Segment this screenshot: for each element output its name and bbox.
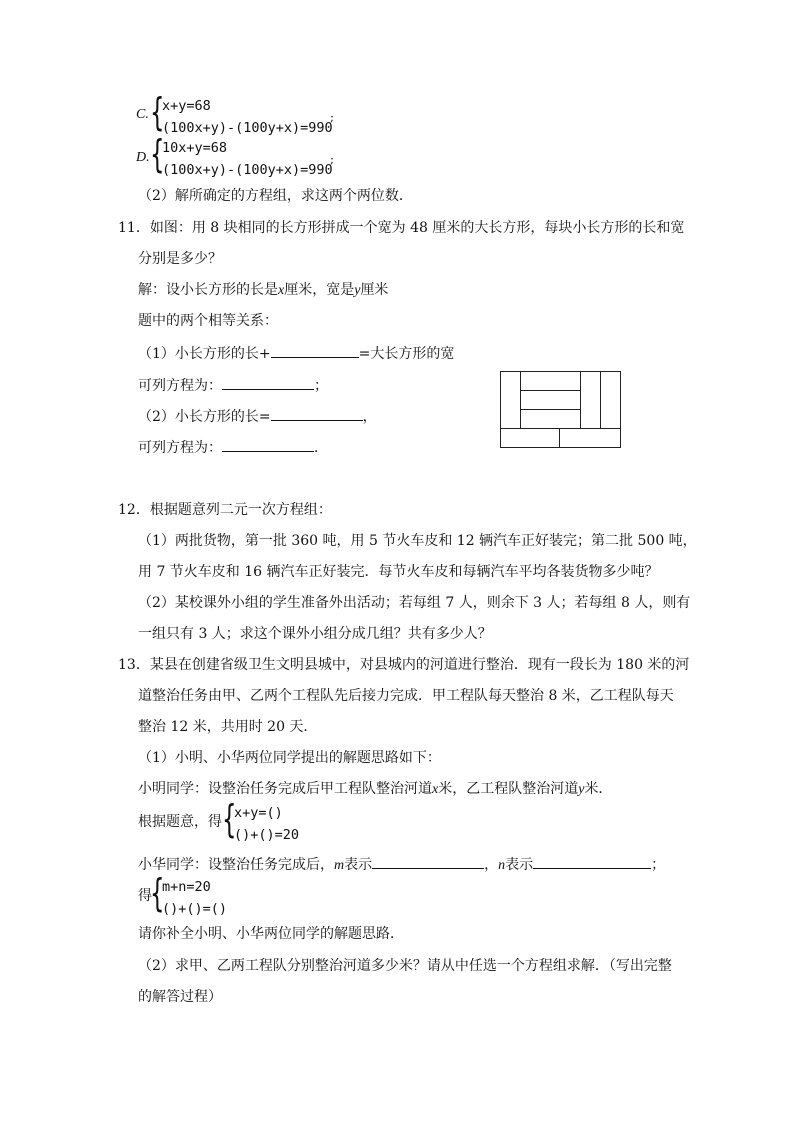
q13-xiaohua-sys-label: 得 bbox=[138, 888, 152, 904]
left-brace-icon: { bbox=[150, 132, 165, 176]
xiaoming-eq1[interactable]: x+y=() bbox=[234, 805, 283, 821]
q11-relation2: （2）小长方形的长= ， bbox=[138, 409, 377, 425]
option-c-eq2: (100x+y)-(100y+x)=990 bbox=[162, 120, 333, 136]
var-y: y bbox=[354, 283, 361, 298]
q13-xiaohua: 小华同学：设整治任务完成后，m表示 ，n表示 ； bbox=[138, 857, 666, 873]
q13-line1: 13．某县在创建省级卫生文明县城中，对县城内的河道进行整治．现有一段长为 180 米的河 bbox=[118, 657, 690, 673]
var-x: x bbox=[432, 782, 439, 797]
q11-solution-setup: 解：设小长方形的长是x厘米，宽是y厘米 bbox=[138, 282, 389, 298]
answer-blank[interactable] bbox=[271, 407, 363, 421]
left-brace-icon: { bbox=[150, 871, 165, 915]
q13-part1: （1）小明、小华两位同学提出的解题思路如下： bbox=[138, 750, 441, 766]
option-d-eq2: (100x+y)-(100y+x)=990 bbox=[162, 162, 333, 178]
q12-p1-line1: （1）两批货物，第一批 360 吨，用 5 节火车皮和 12 辆汽车正好装完；第二批 500 吨， bbox=[138, 533, 697, 549]
xiaohua-eq2[interactable]: ()+()=() bbox=[162, 901, 228, 917]
q10-part2: （2）解所确定的方程组，求这两个两位数． bbox=[138, 188, 413, 204]
xiaoming-eq2[interactable]: ()+()=20 bbox=[234, 827, 300, 843]
option-d-eq1: 10x+y=68 bbox=[162, 140, 228, 156]
q13-line3: 整治 12 米，共用时 20 天． bbox=[138, 719, 318, 735]
answer-blank[interactable] bbox=[222, 376, 314, 390]
q12-p1-line2: 用 7 节火车皮和 16 辆汽车正好装完．每节火车皮和每辆汽车平均各装货物多少吨？ bbox=[138, 564, 659, 580]
rectangles-figure bbox=[500, 371, 624, 449]
q13-line2: 道整治任务由甲、乙两个工程队先后接力完成．甲工程队每天整治 8 米，乙工程队每天 bbox=[138, 688, 674, 704]
option-c-letter: C. bbox=[136, 107, 149, 122]
q11-relation1: （1）小长方形的长+ =大长方形的宽 bbox=[138, 346, 455, 362]
option-d-letter: D. bbox=[136, 150, 150, 165]
left-brace-icon: { bbox=[222, 797, 237, 841]
q11-equation1: 可列方程为： ； bbox=[138, 378, 328, 394]
var-x: x bbox=[278, 283, 285, 298]
q13-complete: 请你补全小明、小华两位同学的解题思路． bbox=[138, 926, 404, 942]
var-m: m bbox=[334, 858, 345, 873]
q12-p2-line1: （2）某校课外小组的学生准备外出活动；若每组 7 人，则余下 3 人；若每组 8 人，则有 bbox=[138, 595, 691, 611]
q12-p2-line2: 一组只有 3 人；求这个课外小组分成几组？共有多少人？ bbox=[138, 626, 492, 642]
q13-p2-line2: 的解答过程） bbox=[138, 989, 222, 1005]
var-y: y bbox=[578, 782, 585, 797]
q11-line2: 分别是多少？ bbox=[138, 251, 222, 267]
option-c-semicolon: ; bbox=[330, 110, 335, 124]
xiaohua-eq1[interactable]: m+n=20 bbox=[162, 879, 211, 895]
option-c-eq1: x+y=68 bbox=[162, 98, 211, 114]
q13-xiaoming: 小明同学：设整治任务完成后甲工程队整治河道x米，乙工程队整治河道y米． bbox=[138, 781, 613, 797]
q13-p2-line1: （2）求甲、乙两工程队分别整治河道多少米？请从中任选一个方程组求解．（写出完整 bbox=[138, 958, 672, 974]
q11-relations: 题中的两个相等关系： bbox=[138, 313, 278, 329]
q11-equation2: 可列方程为： ． bbox=[138, 440, 328, 456]
answer-blank[interactable] bbox=[533, 855, 651, 869]
answer-blank[interactable] bbox=[271, 344, 359, 358]
option-d-semicolon: ; bbox=[330, 152, 335, 166]
answer-blank[interactable] bbox=[222, 438, 314, 452]
answer-blank[interactable] bbox=[372, 855, 484, 869]
q12-title: 12．根据题意列二元一次方程组： bbox=[118, 502, 332, 518]
left-brace-icon: { bbox=[150, 90, 165, 134]
q13-xiaoming-sys-label: 根据题意，得 bbox=[138, 814, 222, 830]
q11-line1: 11．如图：用 8 块相同的长方形拼成一个宽为 48 厘米的大长方形，每块小长方形的长和宽 bbox=[118, 220, 685, 236]
var-n: n bbox=[498, 858, 506, 873]
